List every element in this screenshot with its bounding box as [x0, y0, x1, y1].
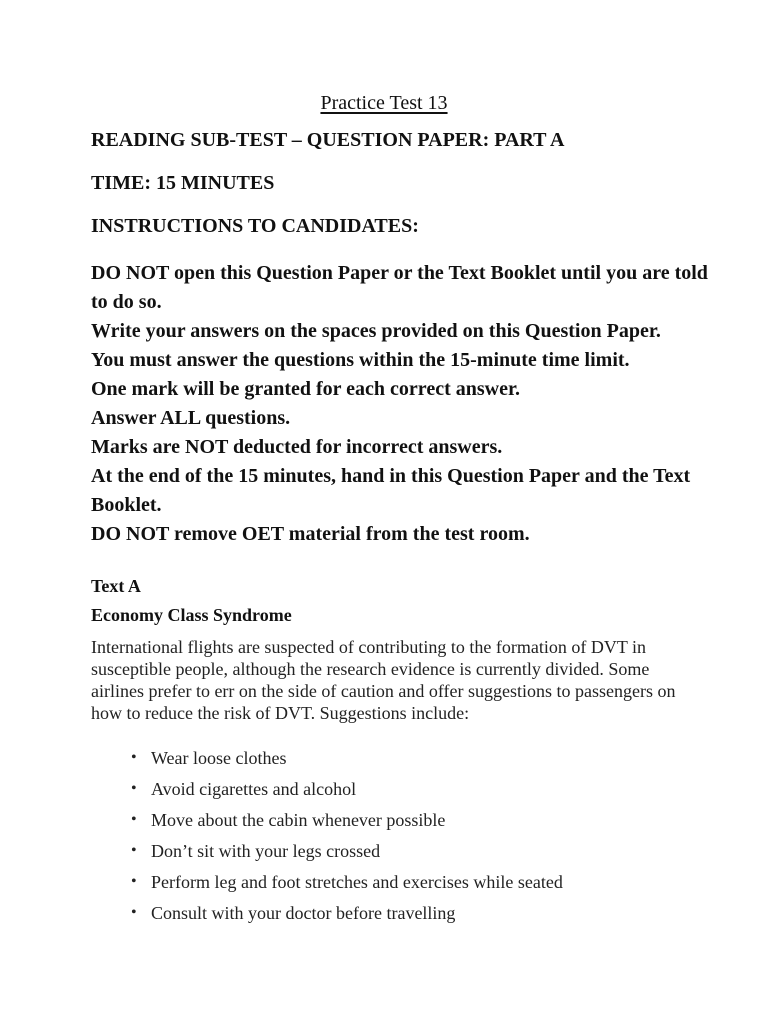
- list-item: [131, 870, 563, 901]
- instruction-item: One mark will be granted for each correct answer.: [91, 378, 520, 400]
- instruction-item: Write your answers on the spaces provided on this Question Paper.: [91, 320, 661, 342]
- text-title: Economy Class Syndrome: [91, 605, 292, 625]
- list-item-text: Don’t sit with your legs crossed: [151, 841, 381, 861]
- list-item: [131, 777, 563, 808]
- bullet-icon: •: [131, 780, 137, 797]
- list-item: [131, 901, 563, 932]
- instruction-item: DO NOT open this Question Paper or the Text Booklet until you are told to do so.: [91, 262, 708, 313]
- list-item-text: Consult with your doctor before travelling: [151, 903, 456, 923]
- bullet-icon: •: [131, 904, 137, 921]
- list-item-text: Avoid cigarettes and alcohol: [151, 779, 357, 799]
- instruction-item: DO NOT remove OET material from the test room.: [91, 523, 530, 545]
- instruction-item: Marks are NOT deducted for incorrect answers.: [91, 436, 503, 458]
- bullet-icon: •: [131, 842, 137, 859]
- instruction-item: You must answer the questions within the 15-minute time limit.: [91, 349, 630, 371]
- page-title: Practice Test 13: [320, 92, 448, 114]
- instructions-list: [91, 259, 711, 549]
- list-item-text: Move about the cabin whenever possible: [151, 810, 446, 830]
- bullet-icon: •: [131, 749, 137, 766]
- time-heading: TIME: 15 MINUTES: [91, 172, 275, 194]
- list-item-text: Wear loose clothes: [151, 748, 287, 768]
- list-item: [131, 746, 563, 777]
- instruction-item: At the end of the 15 minutes, hand in this Question Paper and the Text Booklet.: [91, 465, 691, 516]
- suggestions-list: [131, 746, 563, 932]
- bullet-icon: •: [131, 811, 137, 828]
- text-label: Text A: [91, 576, 141, 596]
- instructions-heading: INSTRUCTIONS TO CANDIDATES:: [91, 215, 419, 237]
- text-paragraph: International flights are suspected of contributing to the formation of DVT in susceptible people, although the research evidence is currently divided. Some airlines prefer to err on the side of caution and offer suggestions to passengers on how to reduce the risk of DVT. Suggestions include:: [91, 637, 676, 723]
- subtest-heading: READING SUB-TEST – QUESTION PAPER: PART A: [91, 129, 565, 151]
- bullet-icon: •: [131, 873, 137, 890]
- instruction-item: Answer ALL questions.: [91, 407, 291, 429]
- list-item: [131, 839, 563, 870]
- list-item-text: Perform leg and foot stretches and exercises while seated: [151, 872, 563, 892]
- list-item: [131, 808, 563, 839]
